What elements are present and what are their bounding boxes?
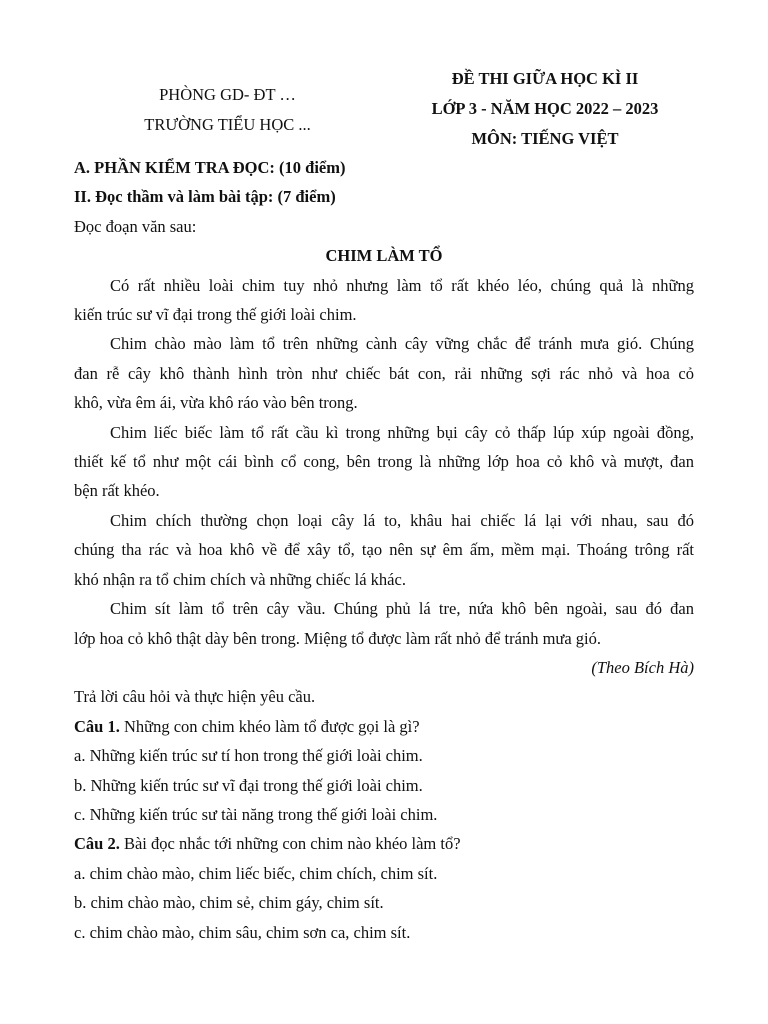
paragraph-line: lớp hoa cỏ khô thật dày bên trong. Miệng tổ được làm rất nhỏ để tránh mưa gió. [74,628,602,648]
story-paragraph [74,506,694,594]
question-text: Những con chim khéo làm tổ được gọi là gì? [119,716,420,736]
department-name: PHÒNG GD- ĐT … [159,85,296,104]
paragraph-line: khô, vừa êm ái, vừa khô ráo vào bên trong. [74,393,358,413]
paragraph-line: chúng tha rác và hoa khô về để xây tổ, tạo nên sự êm ấm, mềm mại. Thoáng trông rất [74,540,694,560]
story-paragraph [74,594,694,653]
section-ii-heading: II. Đọc thầm và làm bài tập: (7 điểm) [74,187,336,207]
paragraph-line: bện rất khéo. [74,481,160,501]
exam-grade-year: LỚP 3 - NĂM HỌC 2022 – 2023 [431,99,659,118]
story-title: CHIM LÀM TỔ [325,246,443,266]
story-source: (Theo Bích Hà) [591,657,694,677]
question-label: Câu 2. [74,834,120,854]
paragraph-line: khó nhận ra tổ chim chích và những chiếc lá khác. [74,569,406,589]
story-paragraph [74,271,694,330]
paragraph-line: Chim sít làm tổ trên cây vầu. Chúng phủ lá tre, nứa khô bên ngoài, sau đó đan [110,599,694,619]
paragraph-line: kiến trúc sư vĩ đại trong thế giới loài chim. [74,305,357,325]
school-name: TRƯỜNG TIỂU HỌC ... [144,115,311,134]
paragraph-line: Có rất nhiều loài chim tuy nhỏ nhưng làm tổ rất khéo léo, chúng quả là những [110,275,694,295]
answer-option-b[interactable]: b. Những kiến trúc sư vĩ đại trong thế giới loài chim. [74,775,423,795]
exam-body [74,153,694,947]
paragraph-line: Chim chào mào làm tổ trên những cành cây vững chắc để tránh mưa gió. Chúng [110,334,694,354]
paragraph-line: đan rễ cây khô thành hình tròn như chiếc bát con, rải những sợi rác nhỏ và hoa cỏ [74,363,694,383]
school-header [120,80,335,140]
paragraph-line: thiết kế tổ như một cái bình cổ cong, bên trong là những lớp hoa cỏ khô và mượt, đan [74,452,694,472]
task-instruction: Trả lời câu hỏi và thực hiện yêu cầu. [74,687,316,707]
question-text: Bài đọc nhắc tới những con chim nào khéo làm tổ? [119,834,461,854]
paragraph-line: Chim liếc biếc làm tổ rất cầu kì trong những bụi cây cỏ thấp lúp xúp ngoài đồng, [110,422,694,442]
question-1 [74,712,694,830]
question-line [74,829,694,858]
story-paragraph [74,329,694,417]
answer-option-a[interactable]: a. chim chào mào, chim liếc biếc, chim chích, chim sít. [74,863,438,883]
exam-subject: MÔN: TIẾNG VIỆT [471,129,619,148]
question-label: Câu 1. [74,716,120,736]
question-line [74,712,694,741]
answer-option-b[interactable]: b. chim chào mào, chim sẻ, chim gáy, chim sít. [74,893,384,913]
reading-instruction: Đọc đoạn văn sau: [74,216,197,236]
paragraph-line: Chim chích thường chọn loại cây lá to, khâu hai chiếc lá lại với nhau, sau đó [110,510,694,530]
section-a-heading: A. PHẦN KIỂM TRA ĐỌC: (10 điểm) [74,158,346,177]
answer-option-a[interactable]: a. Những kiến trúc sư tí hon trong thế giới loài chim. [74,746,423,766]
exam-title-block [395,64,695,154]
question-2 [74,829,694,947]
story-paragraph [74,418,694,506]
exam-title: ĐỀ THI GIỮA HỌC KÌ II [451,69,639,88]
answer-option-c[interactable]: c. Những kiến trúc sư tài năng trong thế giới loài chim. [74,804,438,824]
answer-option-c[interactable]: c. chim chào mào, chim sâu, chim sơn ca, chim sít. [74,922,411,942]
